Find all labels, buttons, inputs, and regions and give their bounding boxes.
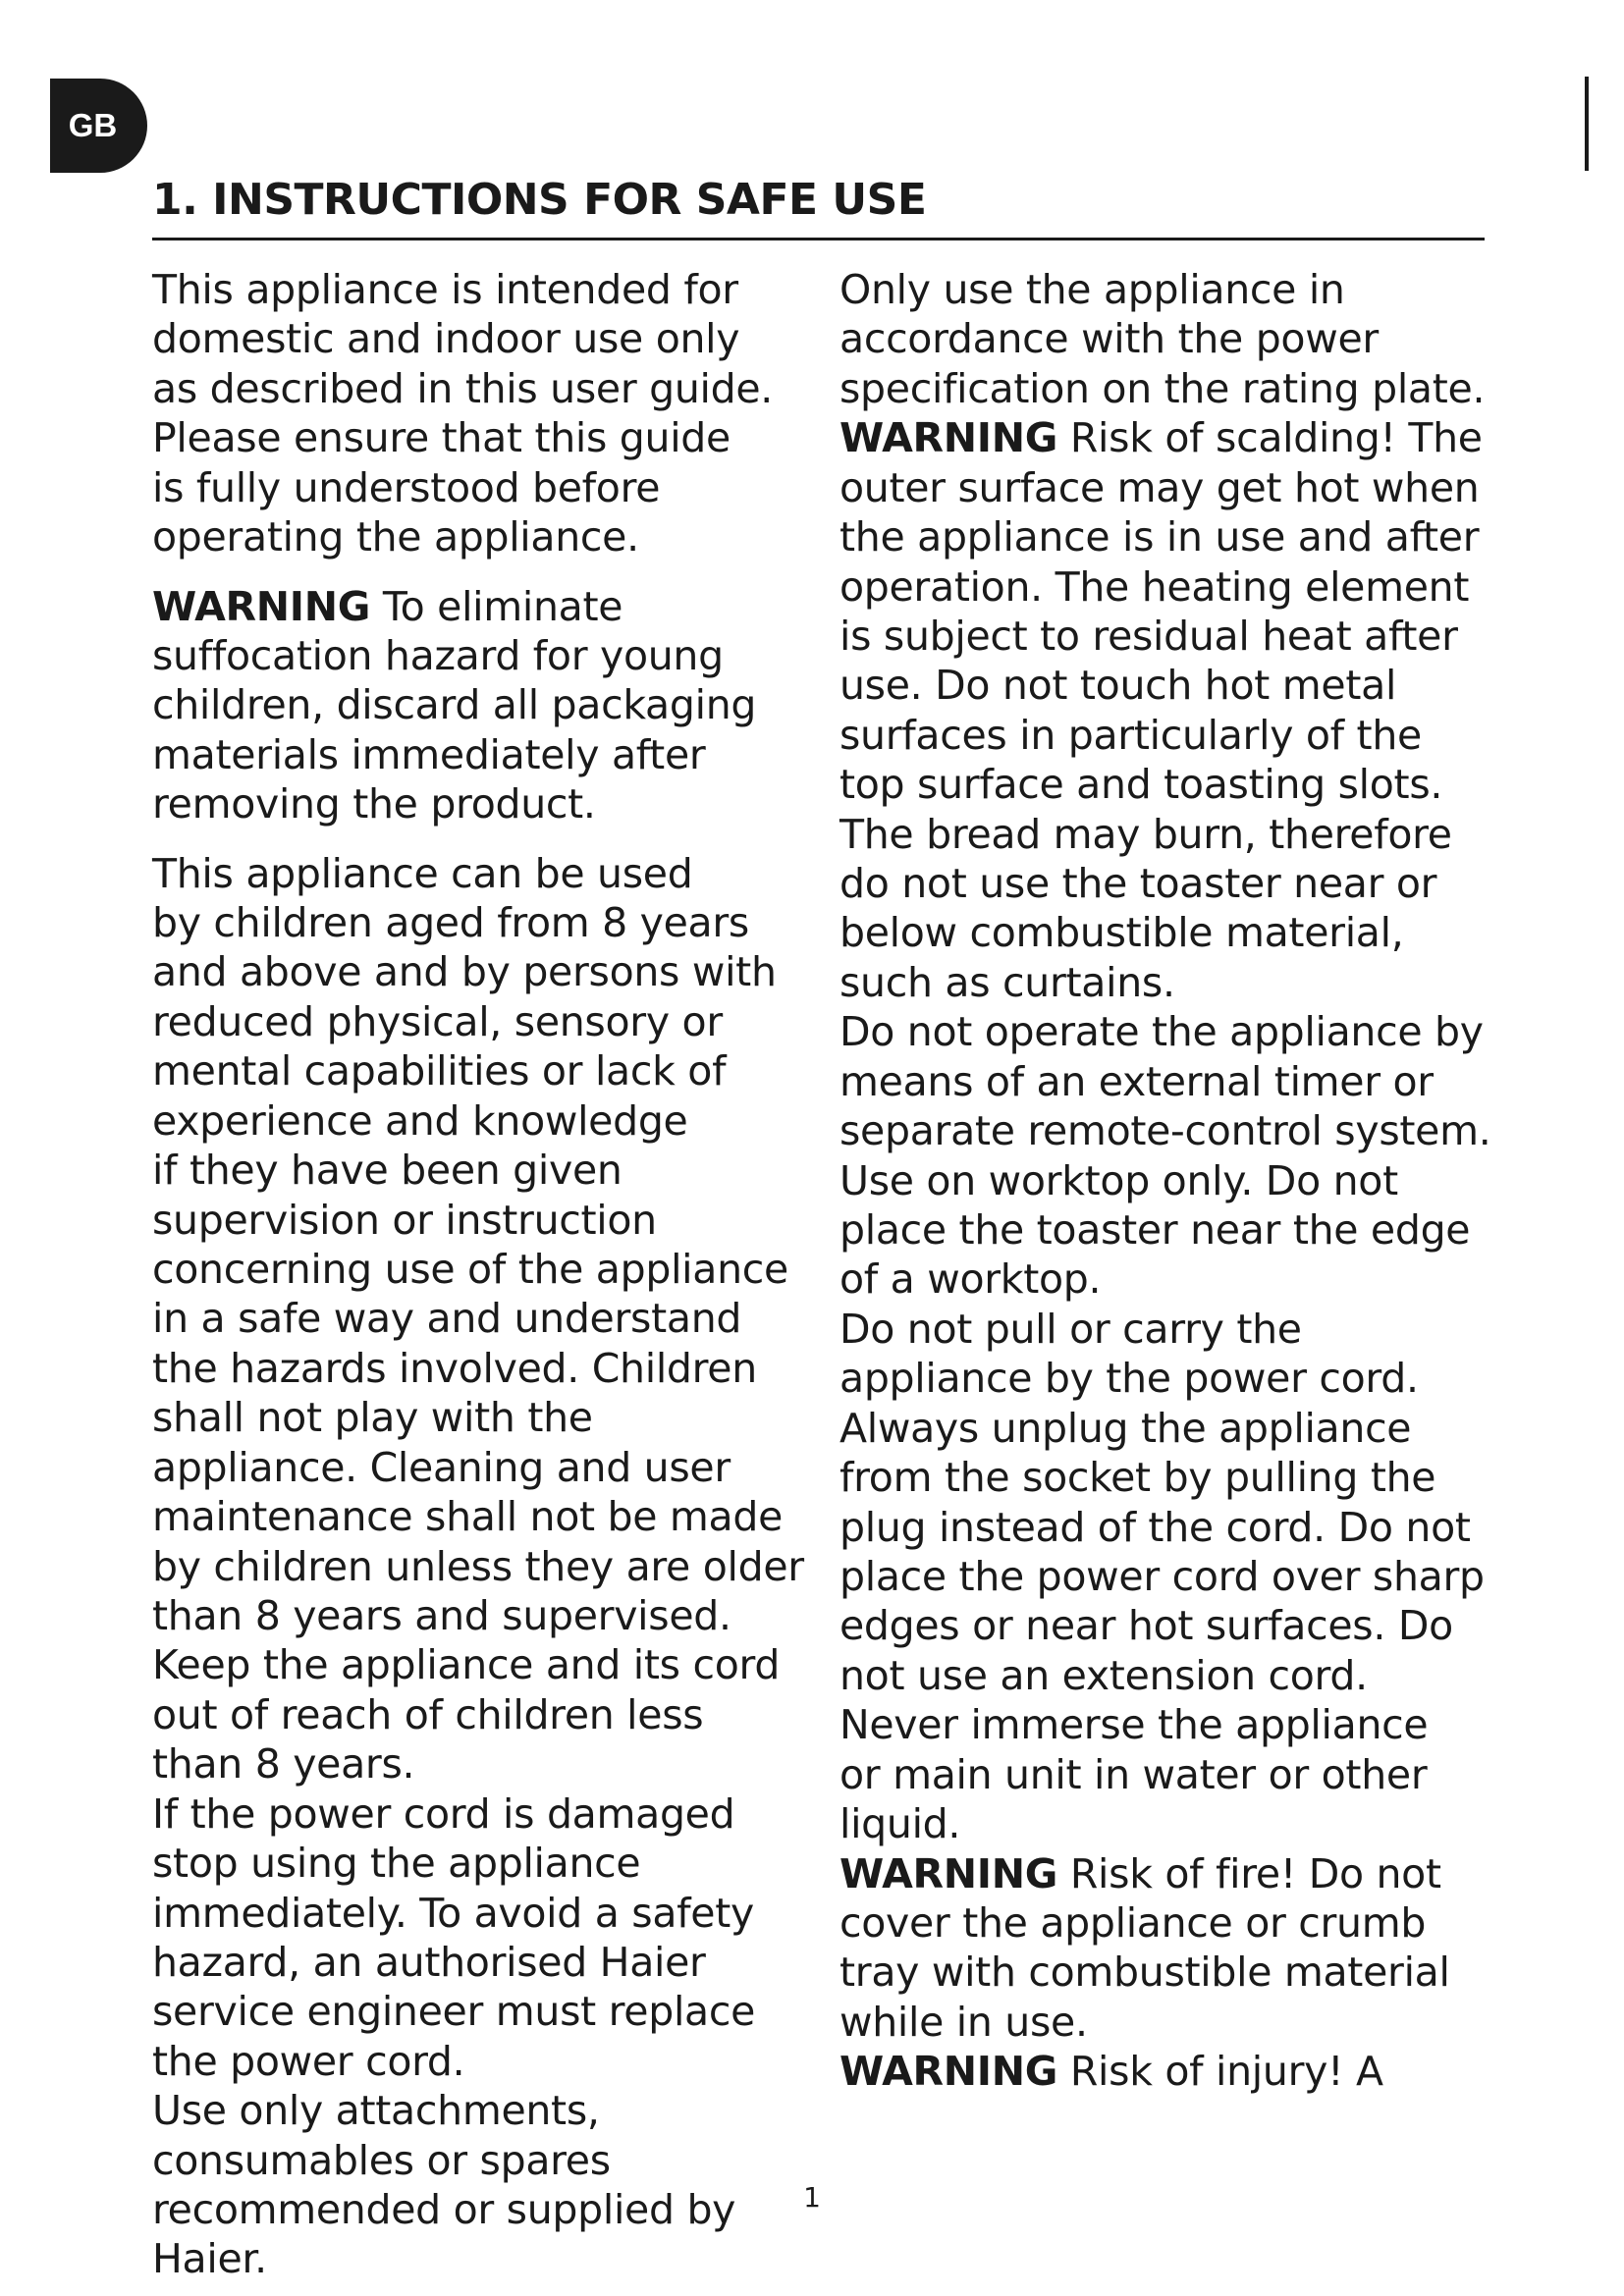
- text-line: is fully understood before: [152, 463, 661, 511]
- text-line: in a safe way and understand: [152, 1295, 742, 1343]
- text-line: If the power cord is damaged: [152, 1789, 735, 1838]
- warning-label: WARNING: [839, 2048, 1058, 2096]
- text-line: concerning use of the appliance: [152, 1246, 788, 1294]
- text-line: operating the appliance.: [152, 513, 639, 561]
- text-line: Keep the appliance and its cord: [152, 1641, 781, 1689]
- text-line: liquid.: [839, 1800, 961, 1848]
- text-line: if they have been given: [152, 1147, 623, 1195]
- text-line: Use on worktop only. Do not: [839, 1156, 1398, 1204]
- text-line: by children unless they are older: [152, 1542, 804, 1590]
- text-line: from the socket by pulling the: [839, 1454, 1436, 1502]
- text-line: Do not pull or carry the: [839, 1305, 1302, 1353]
- text-line: edges or near hot surfaces. Do: [839, 1602, 1453, 1650]
- text-line: service engineer must replace: [152, 1988, 756, 2036]
- text-line: tray with combustible material: [839, 1949, 1450, 1997]
- warning-text: Risk of scalding! The: [1057, 414, 1483, 462]
- page-edge-marker: [1585, 77, 1589, 171]
- text-line: of a worktop.: [839, 1255, 1102, 1304]
- text-line: the power cord.: [152, 2037, 465, 2085]
- text-line: surfaces in particularly of the: [839, 711, 1422, 759]
- text-line: This appliance can be used: [152, 849, 693, 897]
- text-line: place the power cord over sharp: [839, 1552, 1485, 1600]
- right-column: [839, 265, 1507, 2097]
- language-tab: GB: [50, 79, 147, 173]
- left-column: [152, 265, 820, 2284]
- text-line: specification on the rating plate.: [839, 364, 1486, 412]
- children-use-paragraph: [152, 849, 820, 2284]
- text-line: such as curtains.: [839, 958, 1175, 1006]
- text-line: out of reach of children less: [152, 1690, 704, 1738]
- text-line: Please ensure that this guide: [152, 414, 731, 462]
- text-line: below combustible material,: [839, 909, 1404, 957]
- text-line: not use an extension cord.: [839, 1651, 1368, 1699]
- text-line: Never immerse the appliance: [839, 1701, 1429, 1749]
- text-line: shall not play with the: [152, 1394, 593, 1442]
- text-line: cover the appliance or crumb: [839, 1898, 1427, 1947]
- text-line: Only use the appliance in: [839, 266, 1345, 313]
- intended-use-paragraph: [152, 265, 820, 562]
- text-line: maintenance shall not be made: [152, 1493, 783, 1541]
- text-line: [839, 413, 1507, 462]
- text-line: Use only attachments,: [152, 2087, 600, 2135]
- text-line: separate remote-control system.: [839, 1107, 1491, 1155]
- text-line: plug instead of the cord. Do not: [839, 1503, 1471, 1551]
- text-line: appliance by the power cord.: [839, 1355, 1419, 1403]
- text-line: [839, 2047, 1507, 2096]
- section-title: 1. INSTRUCTIONS FOR SAFE USE: [152, 175, 927, 225]
- text-line: [152, 582, 820, 631]
- text-line: as described in this user guide.: [152, 364, 774, 412]
- text-line: recommended or supplied by: [152, 2186, 736, 2234]
- text-line: while in use.: [839, 1998, 1088, 2046]
- text-line: use. Do not touch hot metal: [839, 662, 1397, 710]
- text-line: by children aged from 8 years: [152, 899, 749, 947]
- text-line: domestic and indoor use only: [152, 315, 740, 363]
- text-line: and above and by persons with: [152, 948, 777, 996]
- text-line: place the toaster near the edge: [839, 1206, 1471, 1255]
- text-line: than 8 years.: [152, 1740, 415, 1789]
- injury-warning-paragraph: [839, 2047, 1507, 2096]
- text-line: stop using the appliance: [152, 1840, 641, 1888]
- fire-warning-paragraph: [839, 1849, 1507, 2048]
- warning-text: Risk of fire! Do not: [1057, 1849, 1441, 1897]
- text-line: Do not operate the appliance by: [839, 1008, 1484, 1056]
- text-line: The bread may burn, therefore: [839, 810, 1452, 858]
- text-line: top surface and toasting slots.: [839, 761, 1443, 809]
- title-divider: [152, 238, 1485, 240]
- text-line: consumables or spares: [152, 2136, 611, 2184]
- text-line: hazard, an authorised Haier: [152, 1938, 706, 1986]
- text-line: mental capabilities or lack of: [152, 1047, 727, 1095]
- power-spec-paragraph: [839, 265, 1507, 413]
- text-line: than 8 years and supervised.: [152, 1591, 731, 1639]
- text-line: appliance. Cleaning and user: [152, 1443, 731, 1491]
- page-number: 1: [803, 2181, 821, 2214]
- scalding-warning-paragraph: [839, 413, 1507, 1848]
- text-line: accordance with the power: [839, 315, 1379, 363]
- text-line: [839, 1849, 1507, 1898]
- warning-label: WARNING: [152, 582, 371, 630]
- text-line: supervision or instruction: [152, 1196, 657, 1244]
- text-line: children, discard all packaging: [152, 681, 757, 729]
- suffocation-warning-paragraph: [152, 582, 820, 829]
- text-line: outer surface may get hot when: [839, 463, 1480, 511]
- text-line: the appliance is in use and after: [839, 513, 1480, 561]
- text-line: This appliance is intended for: [152, 266, 738, 313]
- warning-label: WARNING: [839, 1849, 1058, 1897]
- text-line: Always unplug the appliance: [839, 1404, 1412, 1452]
- text-line: removing the product.: [152, 780, 596, 828]
- warning-text: To eliminate: [370, 582, 623, 630]
- text-line: materials immediately after: [152, 730, 706, 778]
- text-line: means of an external timer or: [839, 1057, 1434, 1105]
- text-line: Haier.: [152, 2235, 267, 2283]
- text-line: is subject to residual heat after: [839, 612, 1458, 660]
- text-line: operation. The heating element: [839, 562, 1470, 611]
- warning-text: Risk of injury! A: [1057, 2048, 1383, 2096]
- text-line: do not use the toaster near or: [839, 860, 1437, 908]
- warning-label: WARNING: [839, 414, 1058, 462]
- text-line: reduced physical, sensory or: [152, 997, 723, 1045]
- text-line: immediately. To avoid a safety: [152, 1889, 754, 1937]
- text-line: the hazards involved. Children: [152, 1344, 757, 1392]
- text-line: or main unit in water or other: [839, 1750, 1428, 1798]
- text-line: experience and knowledge: [152, 1096, 688, 1145]
- text-line: suffocation hazard for young: [152, 631, 724, 679]
